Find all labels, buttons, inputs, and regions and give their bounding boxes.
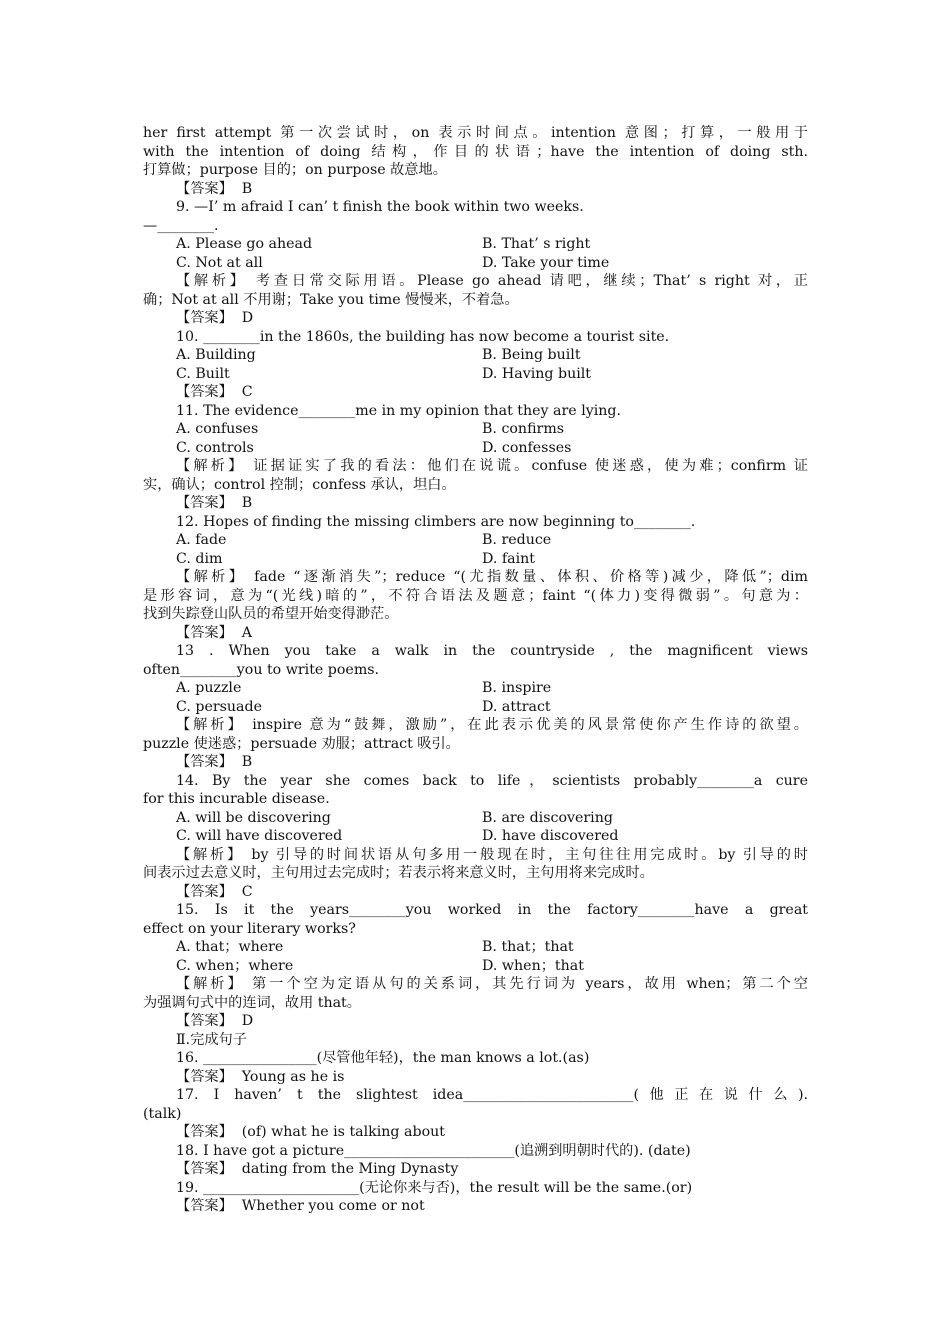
text-line: 实，确认；control 控制；confess 承认，坦白。 bbox=[143, 476, 456, 493]
text-line: 12. Hopes of finding the missing climbers are now beginning to________. bbox=[176, 513, 696, 530]
option-left: C. when；where bbox=[176, 957, 294, 974]
option-left: A. fade bbox=[176, 532, 227, 548]
text-line: 间表示过去意义时，主句用过去完成时；若表示将来意义时，主句用将来完成时。 bbox=[143, 865, 654, 881]
option-row bbox=[143, 531, 808, 550]
option-row bbox=[143, 938, 808, 957]
option-right: D. attract bbox=[482, 698, 551, 715]
option-row bbox=[143, 827, 808, 846]
text-line: 11. The evidence________me in my opinion that they are lying. bbox=[176, 402, 622, 419]
text-line: for this incurable disease. bbox=[143, 791, 330, 807]
text-line: 【答案】 B bbox=[176, 754, 253, 770]
text-line: 18. I have got a picture________________________(追溯到明朝时代的). (date) bbox=[176, 1142, 691, 1159]
text-line: 【解析】 by 引导的时间状语从句多用一般现在时，主句往往用完成时。by 引导的时 bbox=[176, 846, 808, 863]
text-line: 打算做；purpose 目的；on purpose 故意地。 bbox=[143, 162, 447, 178]
option-left: C. persuade bbox=[176, 698, 262, 715]
text-line: 【答案】 C bbox=[176, 384, 253, 400]
option-left: C. controls bbox=[176, 439, 254, 456]
option-right: B. That’ s right bbox=[482, 236, 591, 252]
option-right: B. Being built bbox=[482, 347, 581, 363]
option-row bbox=[143, 365, 808, 384]
document-page bbox=[143, 124, 808, 1216]
text-line: 【解析】 考查日常交际用语。Please go ahead 请吧，继续；That’ s right 对，正 bbox=[176, 273, 808, 289]
text-line: 13 . When you take a walk in the countryside , the magnificent views bbox=[176, 643, 808, 659]
option-right: B. confirms bbox=[482, 421, 565, 437]
text-line: her first attempt 第一次尝试时，on 表示时间点。intention 意图；打算，一般用于 bbox=[143, 125, 808, 141]
option-left: C. dim bbox=[176, 550, 223, 567]
text-line: 10. ________in the 1860s, the building has now become a tourist site. bbox=[176, 328, 670, 345]
option-right: D. faint bbox=[482, 550, 535, 567]
option-left: A. Please go ahead bbox=[176, 236, 313, 252]
option-left: C. will have discovered bbox=[176, 828, 343, 844]
option-left: A. confuses bbox=[176, 421, 259, 437]
option-row bbox=[143, 550, 808, 569]
text-line: often________you to write poems. bbox=[143, 661, 380, 678]
option-right: D. Having built bbox=[482, 365, 591, 382]
text-line: 【答案】 B bbox=[176, 495, 253, 511]
text-line: 【答案】 A bbox=[176, 624, 253, 641]
text-line: 为强调句式中的连词，故用 that。 bbox=[143, 994, 361, 1011]
option-right: B. are discovering bbox=[482, 809, 613, 826]
text-line: 确；Not at all 不用谢；Take you time 慢慢来，不着急。 bbox=[143, 291, 519, 308]
text-line: Ⅱ.完成句子 bbox=[176, 1031, 247, 1048]
option-right: D. when；that bbox=[482, 957, 584, 974]
option-row bbox=[143, 679, 808, 698]
option-right: D. confesses bbox=[482, 439, 572, 456]
option-row bbox=[143, 698, 808, 717]
option-right: D. Take your time bbox=[482, 254, 610, 271]
text-line: 【答案】 dating from the Ming Dynasty bbox=[176, 1161, 459, 1177]
text-line: 【答案】 (of) what he is talking about bbox=[176, 1124, 445, 1140]
option-left: C. Built bbox=[176, 365, 230, 382]
text-line: (talk) bbox=[143, 1105, 182, 1122]
text-line: 找到失踪登山队员的希望开始变得渺茫。 bbox=[143, 606, 399, 622]
text-line: 19. ______________________(无论你来与否)，the result will be the same.(or) bbox=[176, 1179, 693, 1196]
option-row bbox=[143, 809, 808, 828]
text-line: 17. I haven’ t the slightest idea________________________(他正在说什么). bbox=[176, 1087, 808, 1103]
text-line: 【答案】 D bbox=[176, 1013, 254, 1029]
option-row bbox=[143, 957, 808, 976]
option-right: B. reduce bbox=[482, 532, 552, 548]
option-right: B. inspire bbox=[482, 680, 552, 696]
text-line: 9. —I’ m afraid I can’ t finish the book within two weeks. bbox=[176, 199, 584, 215]
option-row bbox=[143, 254, 808, 273]
text-line: effect on your literary works? bbox=[143, 920, 356, 937]
option-left: A. puzzle bbox=[176, 680, 242, 696]
text-line: puzzle 使迷惑；persuade 劝服；attract 吸引。 bbox=[143, 735, 460, 752]
option-row bbox=[143, 235, 808, 254]
text-line: 【答案】 B bbox=[176, 180, 253, 197]
option-right: B. that；that bbox=[482, 939, 574, 955]
text-line: 【答案】 Young as he is bbox=[176, 1068, 345, 1085]
text-line: 【解析】 inspire 意为“鼓舞，激励”，在此表示优美的风景常使你产生作诗的欲望。 bbox=[176, 717, 808, 733]
text-line: 是形容词，意为“(光线)暗的”，不符合语法及题意；faint “(体力)变得微弱”。句意为： bbox=[143, 587, 808, 604]
option-left: C. Not at all bbox=[176, 254, 263, 271]
text-line: 【解析】 第一个空为定语从句的关系词，其先行词为 years，故用 when；第二个空 bbox=[176, 976, 808, 992]
text-line: 【解析】 fade “逐渐消失”；reduce “(尤指数量、体积、价格等)减少，降低”；dim bbox=[176, 569, 808, 585]
text-line: 【答案】 C bbox=[176, 883, 253, 900]
option-left: A. Building bbox=[176, 347, 256, 363]
text-line: 14. By the year she comes back to life，scientists probably________a cure bbox=[176, 772, 808, 789]
text-line: with the intention of doing 结构，作目的状语；have the intention of doing sth. bbox=[143, 143, 808, 160]
option-row bbox=[143, 439, 808, 458]
option-right: D. have discovered bbox=[482, 828, 619, 844]
text-line: 16. ________________(尽管他年轻)，the man knows a lot.(as) bbox=[176, 1050, 590, 1066]
option-row bbox=[143, 420, 808, 439]
text-line: —________. bbox=[143, 217, 219, 234]
text-line: 【解析】 证据证实了我的看法：他们在说谎。confuse 使迷惑，使为难；confirm 证 bbox=[176, 458, 808, 474]
text-line: 【答案】 D bbox=[176, 310, 254, 326]
option-left: A. will be discovering bbox=[176, 809, 331, 826]
option-left: A. that；where bbox=[176, 939, 284, 955]
option-row bbox=[143, 346, 808, 365]
text-line: 【答案】 Whether you come or not bbox=[176, 1198, 425, 1214]
text-line: 15. Is it the years________you worked in the factory________have a great bbox=[176, 902, 808, 918]
